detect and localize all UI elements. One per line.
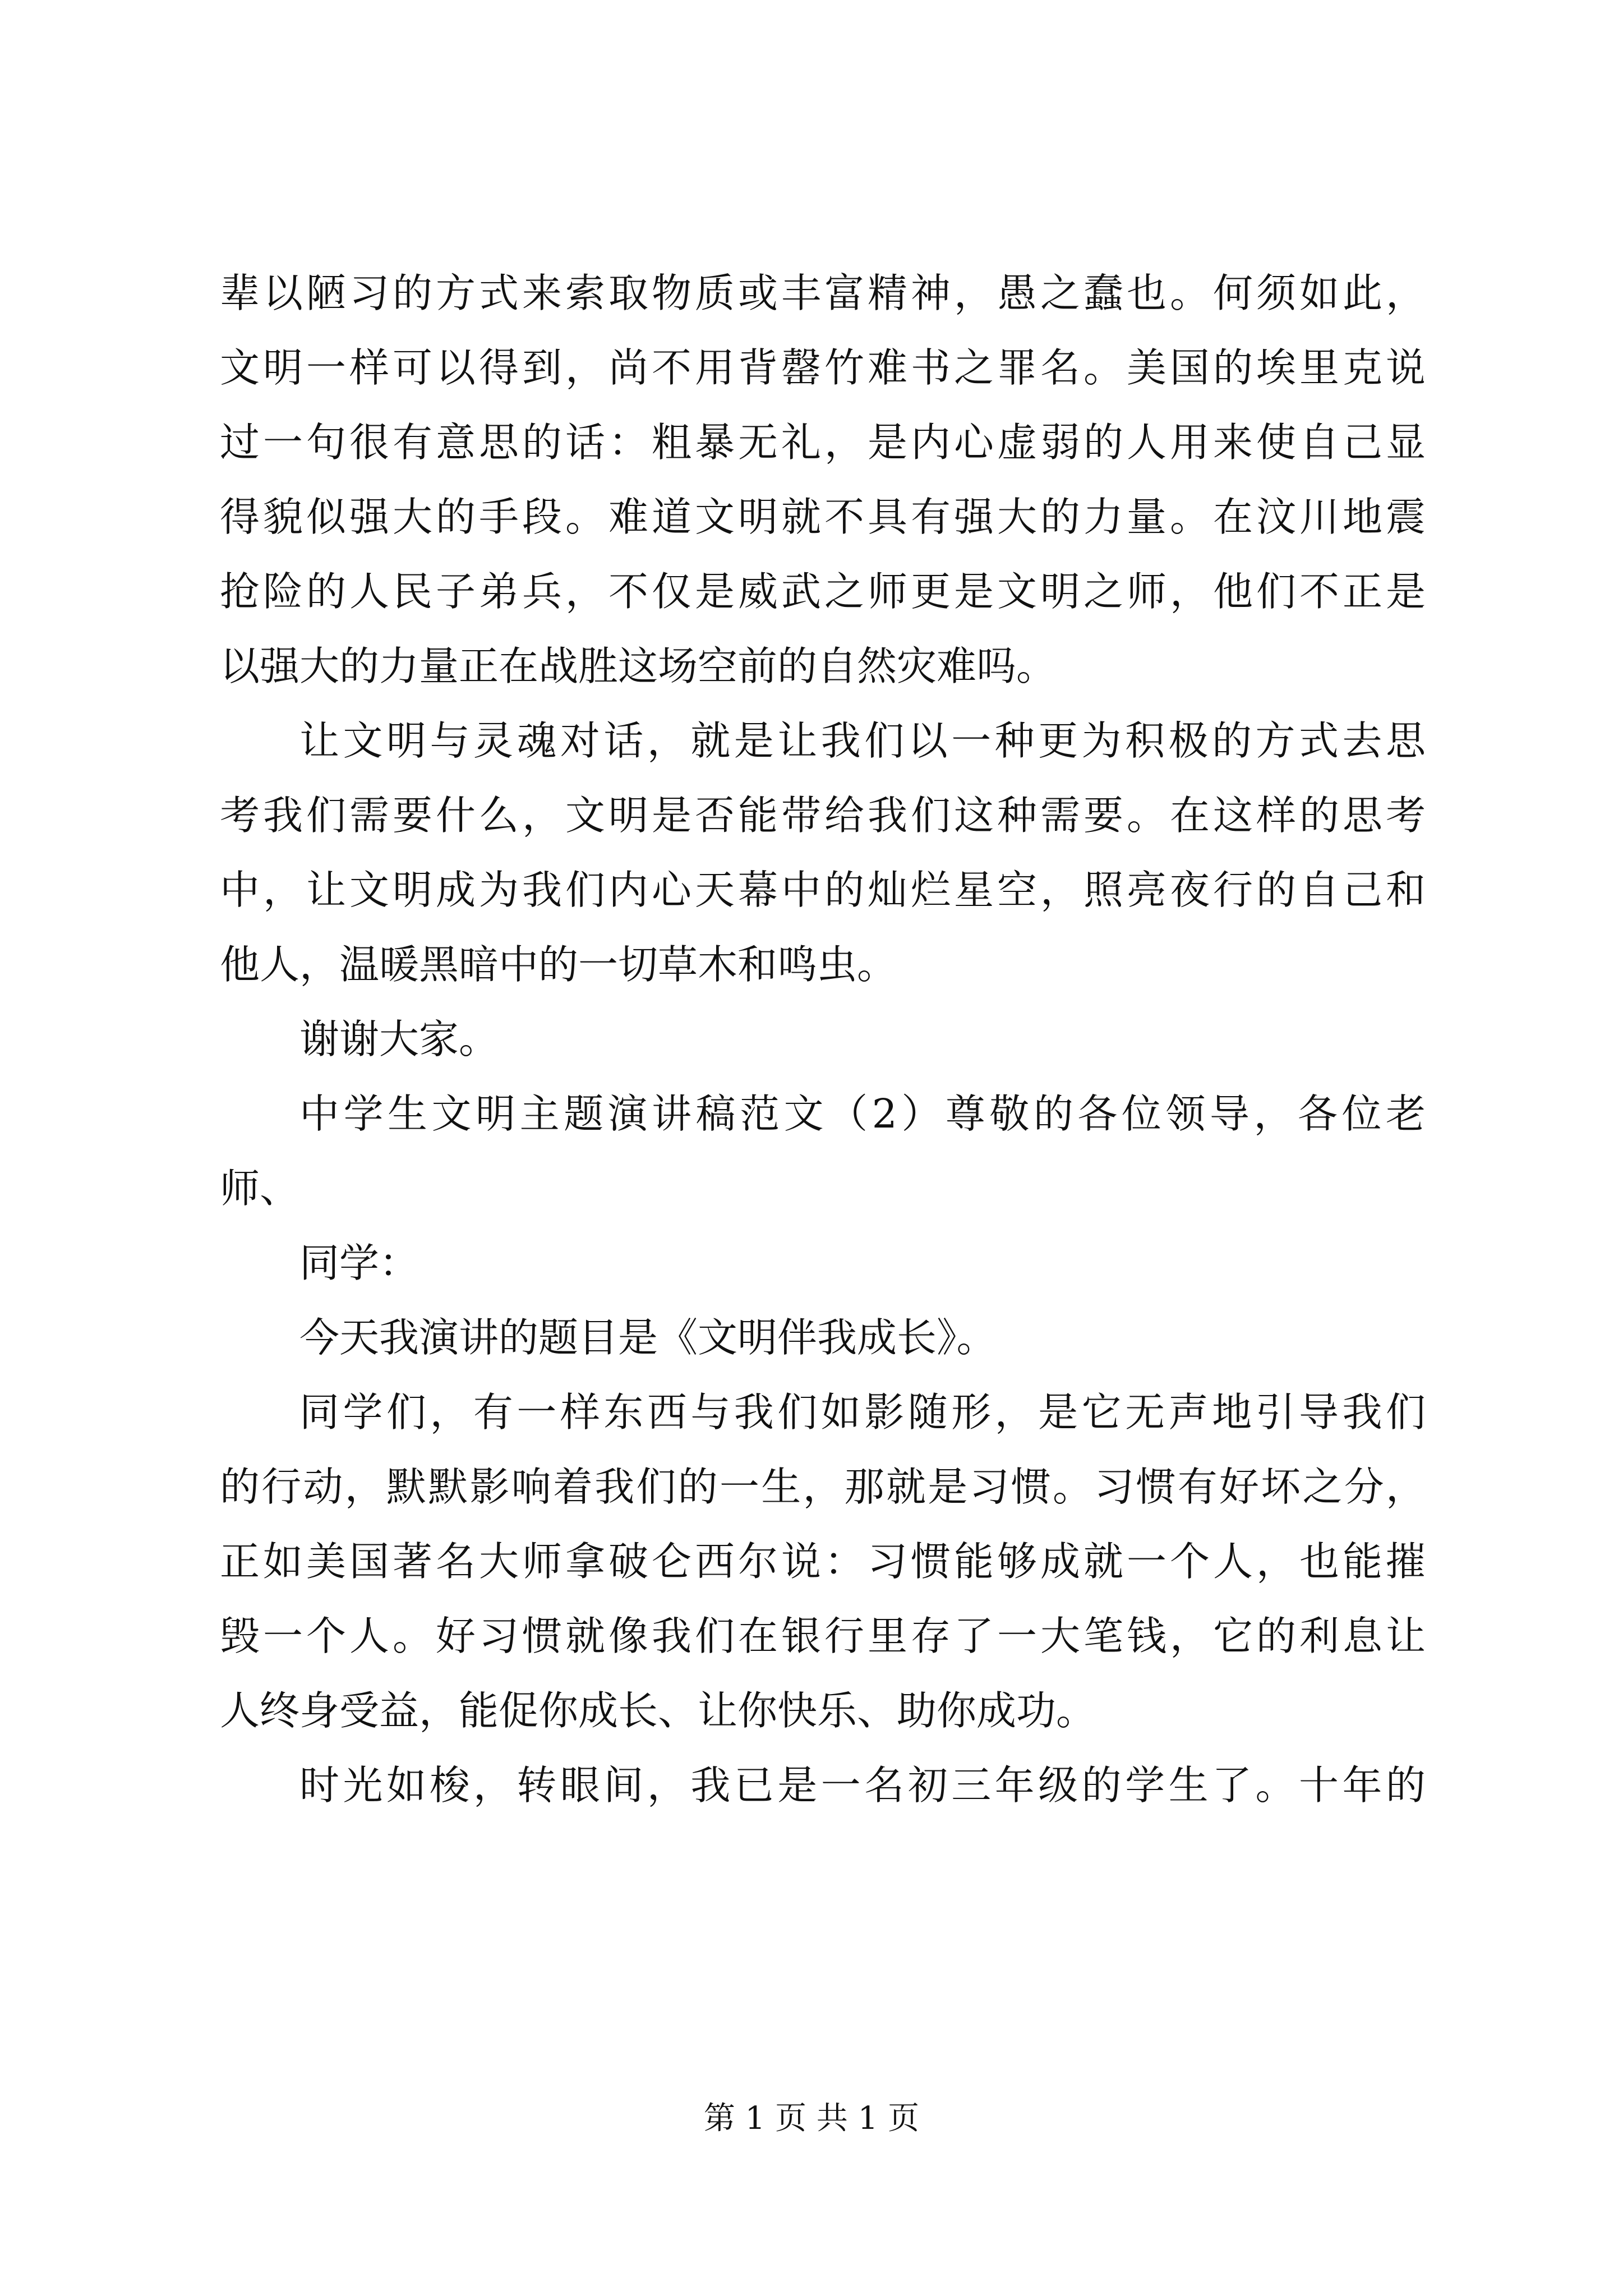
text-line: 以强大的力量正在战胜这场空前的自然灾难吗。 xyxy=(220,643,1057,689)
text-line: 谢谢大家。 xyxy=(299,1016,499,1062)
text-line: 辈以陋习的方式来索取物质或丰富精神，愚之蠢也。何须如此， xyxy=(220,270,1426,316)
text-line: 毁一个人。好习惯就像我们在银行里存了一大笔钱，它的利息让 xyxy=(220,1613,1426,1659)
text-line: 中，让文明成为我们内心天幕中的灿烂星空，照亮夜行的自己和 xyxy=(220,867,1426,913)
page-footer: 第 1 页 共 1 页 xyxy=(703,2100,920,2137)
text-line: 中学生文明主题演讲稿范文（2）尊敬的各位领导，各位老 xyxy=(299,1091,1426,1137)
text-line: 得貌似强大的手段。难道文明就不具有强大的力量。在汶川地震 xyxy=(220,494,1426,540)
text-line: 人终身受益，能促你成长、让你快乐、助你成功。 xyxy=(220,1687,1096,1734)
text-line: 文明一样可以得到，尚不用背罄竹难书之罪名。美国的埃里克说 xyxy=(220,344,1426,391)
text-line: 今天我演讲的题目是《文明伴我成长》。 xyxy=(299,1314,997,1361)
text-line: 的行动，默默影响着我们的一生，那就是习惯。习惯有好坏之分， xyxy=(220,1464,1426,1510)
text-line: 过一句很有意思的话：粗暴无礼，是内心虚弱的人用来使自己显 xyxy=(220,419,1426,466)
document-body xyxy=(220,256,1426,1823)
text-line: 师、 xyxy=(220,1165,300,1212)
text-line: 时光如梭，转眼间，我已是一名初三年级的学生了。十年的 xyxy=(299,1762,1426,1809)
text-line: 抢险的人民子弟兵，不仅是威武之师更是文明之师，他们不正是 xyxy=(220,568,1426,615)
text-line: 同学： xyxy=(299,1240,419,1286)
text-line: 正如美国著名大师拿破仑西尔说：习惯能够成就一个人，也能摧 xyxy=(220,1538,1426,1585)
text-line: 考我们需要什么，文明是否能带给我们这种需要。在这样的思考 xyxy=(220,792,1426,839)
text-line: 让文明与灵魂对话，就是让我们以一种更为积极的方式去思 xyxy=(299,717,1426,764)
text-line: 他人，温暖黑暗中的一切草木和鸣虫。 xyxy=(220,941,897,988)
text-line: 同学们，有一样东西与我们如影随形，是它无声地引导我们 xyxy=(299,1389,1426,1435)
